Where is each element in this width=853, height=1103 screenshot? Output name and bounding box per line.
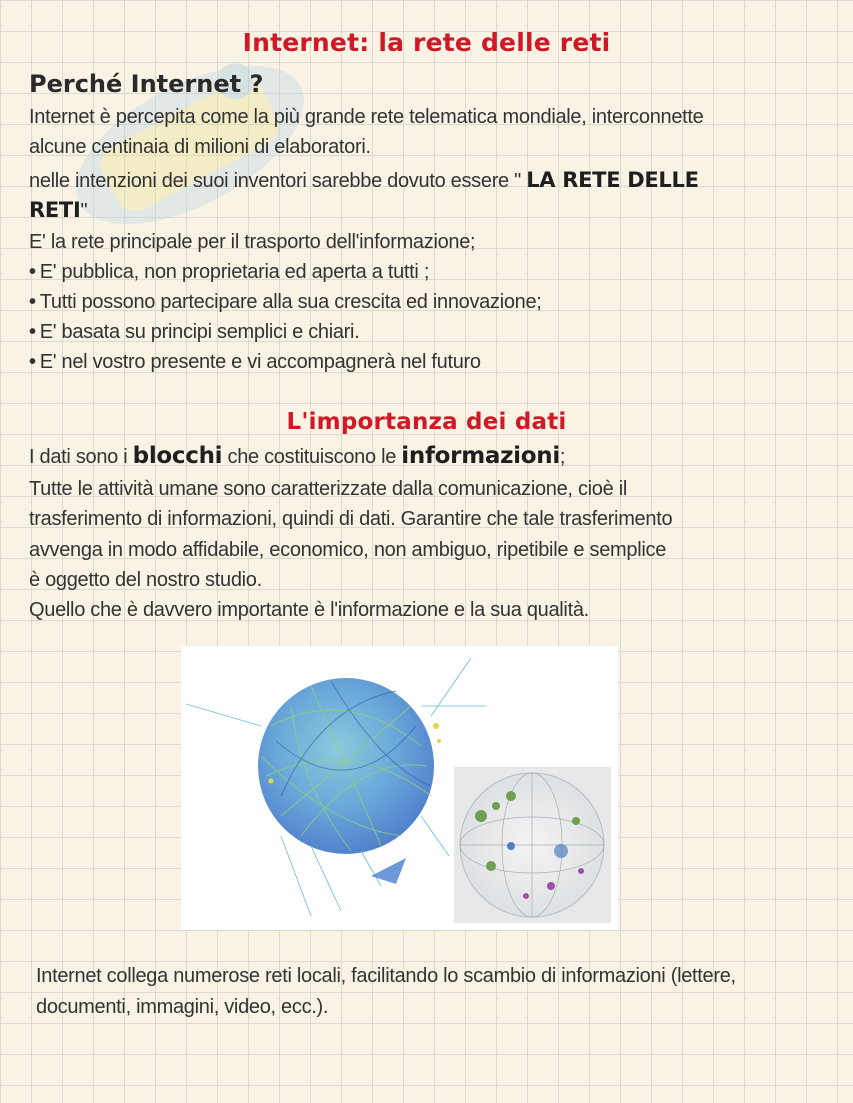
paragraph-line: avvenga in modo affidabile, economico, non ambiguo, ripetibile e semplice <box>29 539 667 561</box>
bullet-item: • Tutti possono partecipare alla sua crescita ed innovazione; <box>29 287 542 317</box>
caption-line: Internet collega numerose reti locali, facilitando lo scambio di informazioni (lettere, <box>36 965 736 987</box>
paragraph-line: Internet è percepita come la più grande rete telematica mondiale, interconnette <box>29 106 704 128</box>
paragraph-line: è oggetto del nostro studio. <box>29 569 262 591</box>
network-illustration <box>181 646 618 930</box>
text-span: " <box>80 200 88 222</box>
paragraph-line <box>29 441 565 472</box>
paragraph-line: alcune centinaia di milioni di elaboratori. <box>29 136 371 158</box>
paragraph-line: trasferimento di informazioni, quindi di dati. Garantire che tale trasferimento <box>29 508 673 530</box>
page-title: Internet: la rete delle reti <box>242 28 611 57</box>
paragraph-line: Quello che è davvero importante è l'informazione e la sua qualità. <box>29 599 589 621</box>
text-span: ; <box>559 446 566 468</box>
bullet-item: • E' basata su principi semplici e chiari. <box>29 317 359 347</box>
section-heading-importanza-dati: L'importanza dei dati <box>286 409 567 435</box>
bullet-item: • E' pubblica, non proprietaria ed aperta a tutti ; <box>29 257 429 287</box>
paragraph-line <box>29 195 87 226</box>
bold-text: LA RETE DELLE <box>526 168 699 192</box>
paragraph-line: Tutte le attività umane sono caratterizzate dalla comunicazione, cioè il <box>29 478 627 500</box>
bold-text: RETI <box>29 198 81 222</box>
section-heading-perche-internet: Perché Internet ? <box>29 70 264 98</box>
paragraph-line: E' la rete principale per il trasporto dell'informazione; <box>29 231 476 253</box>
paragraph-line <box>29 165 699 196</box>
bold-text: blocchi <box>132 443 223 469</box>
text-span: I dati sono i <box>29 446 133 468</box>
caption-line: documenti, immagini, video, ecc.). <box>36 996 329 1018</box>
text-span: che costituiscono le <box>222 446 402 468</box>
network-graph-image <box>181 646 618 930</box>
text-span: nelle intenzioni dei suoi inventori sarebbe dovuto essere " <box>29 170 527 192</box>
bullet-item: • E' nel vostro presente e vi accompagnerà nel futuro <box>29 347 481 377</box>
bold-text: informazioni <box>401 443 560 469</box>
